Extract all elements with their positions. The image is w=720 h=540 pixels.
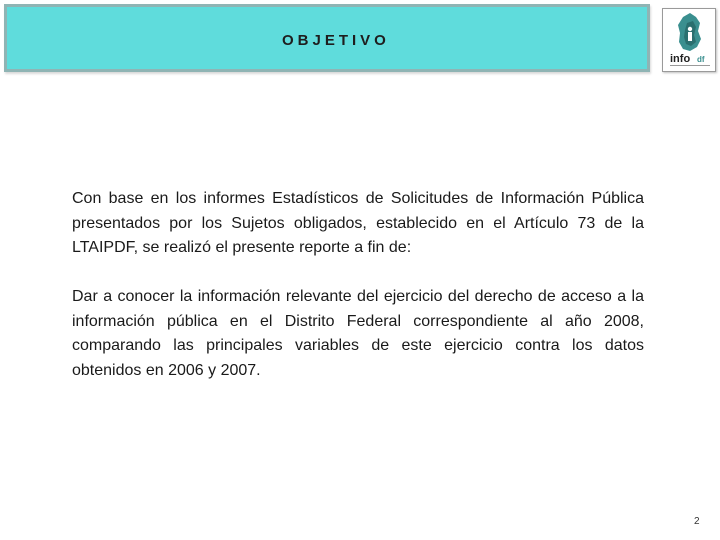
logo-box [662,8,716,72]
objective-paragraph: Dar a conocer la información relevante del ejercicio del derecho de acceso a la información pública en el Distrito Federal correspondiente al año 2008, comparando las principales variables de este ejercicio contra los datos obtenidos en 2006 y 2007. [72,288,644,379]
intro-paragraph: Con base en los informes Estadísticos de Solicitudes de Información Pública presentados por los Sujetos obligados, establecido en el Artículo 73 de la LTAIPDF, se realizó el presente reporte a fin de: [72,190,644,256]
page-number: 2 [694,516,700,527]
logo-wordmark-suffix: df [697,55,705,64]
logo-wordmark: info [670,53,691,65]
slide-title: OBJETIVO [282,32,390,49]
infodf-logo-icon [663,9,717,73]
